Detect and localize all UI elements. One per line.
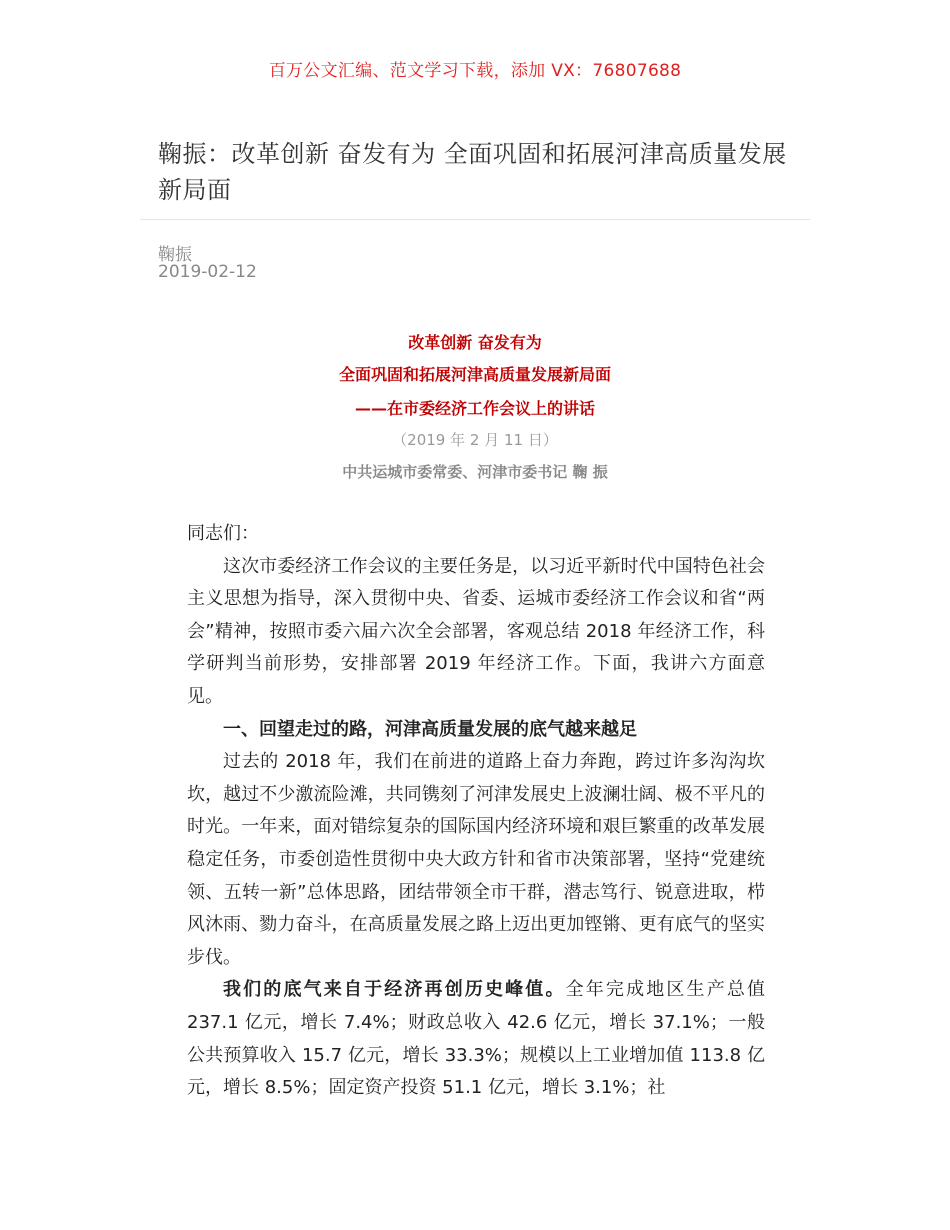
article-date: 2019-02-12 — [158, 262, 257, 282]
salutation: 同志们： — [187, 523, 259, 544]
paragraph-economy — [187, 974, 765, 1104]
speech-byline: 中共运城市委常委、河津市委书记 鞠 振 — [342, 463, 608, 481]
paragraph-lead: 我们的底气来自于经济再创历史峰值。 — [223, 979, 566, 1001]
speech-dateline: （2019 年 2 月 11 日） — [392, 431, 558, 449]
paragraph-intro: 这次市委经济工作会议的主要任务是，以习近平新时代中国特色社会主义思想为指导，深入贯彻中央、省委、运城市委经济工作会议和省“两会”精神，按照市委六届六次全会部署，客观总结 2018 年经济工作，科学研判当前形势，安排部署 2019 年经济工作。下面，我讲六方面意见。 — [187, 555, 765, 707]
speech-heading-2: 全面巩固和拓展河津高质量发展新局面 — [338, 365, 611, 384]
paragraph-rest: 全年完成地区生产总值 237.1 亿元，增长 7.4%；财政总收入 42.6 亿元，增长 37.1%；一般公共预算收入 15.7 亿元，增长 33.3%；规模以上工业增加值 113.8 亿元，增长 8.5%；固定资产投资 51.1 亿元，增长 3.1%；社 — [187, 979, 766, 1099]
speech-heading-1: 改革创新 奋发有为 — [408, 333, 542, 352]
speech-heading-3: ——在市委经济工作会议上的讲话 — [354, 399, 595, 418]
paragraph-review: 过去的 2018 年，我们在前进的道路上奋力奔跑，跨过许多沟沟坎坎，越过不少激流险滩，共同镌刻了河津发展史上波澜壮阔、极不平凡的时光。一年来，面对错综复杂的国际国内经济环境和艰巨繁重的改革发展稳定任务，市委创造性贯彻中央大政方针和省市决策部署，坚持“党建统领、五转一新”总体思路，团结带领全市干群，潜志笃行、锐意进取，栉风沐雨、勠力奋斗，在高质量发展之路上迈出更加铿锵、更有底气的坚实步伐。 — [187, 751, 765, 968]
article-author: 鞠振 — [158, 245, 192, 265]
article-title: 鞠振：改革创新 奋发有为 全面巩固和拓展河津高质量发展新局面 — [158, 140, 787, 204]
section-heading: 一、回望走过的路，河津高质量发展的底气越来越足 — [223, 718, 637, 740]
article-body — [187, 518, 765, 1105]
download-banner: 百万公文汇编、范文学习下载，添加 VX：76807688 — [268, 61, 682, 81]
title-divider — [140, 219, 810, 220]
